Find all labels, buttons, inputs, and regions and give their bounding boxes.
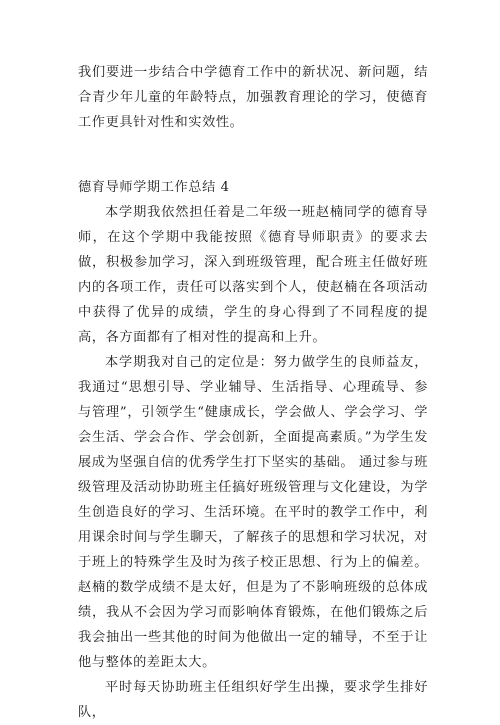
document-body [78, 60, 428, 725]
paragraph-2: 本学期我依然担任着是二年级一班赵楠同学的德育导师，在这个学期中我能按照《德育导师职责》的要求去做，积极参加学习，深入到班级管理，配合班主任做好班内的各项工作，责任可以落实到个人，使赵楠在各项活动中获得了优异的成绩，学生的身心得到了不同程度的提高，各方面都有了相对性的提高和上升。 [78, 205, 428, 345]
paragraph-4: 平时每天协助班主任组织好学生出操，要求学生排好队， [78, 680, 428, 720]
section-title: 德育导师学期工作总结 4 [78, 180, 230, 195]
intro-paragraph: 我们要进一步结合中学德育工作中的新状况、新问题，结合青少年儿童的年龄特点，加强教育理论的学习，使德育工作更具针对性和实效性。 [78, 65, 428, 130]
paragraph-3: 本学期我对自己的定位是：努力做学生的良师益友，我通过“思想引导、学业辅导、生活指导、心理疏导、参与管理”，引领学生“健康成长，学会做人、学会学习、学会生活、学会合作、学会创新，全面提高素质。”为学生发展成为坚强自信的优秀学生打下坚实的基础。 通过参与班级管理及活动协助班主任搞好班级管理与文化建设，为学生创造良好的学习、生活环境。在平时的教学工作中，利用课余时间与学生聊天，了解孩子的思想和学习状况，对于班上的特殊学生及时为孩子校正思想、行为上的偏差。赵楠的数学成绩不是太好，但是为了不影响班级的总体成绩，我从不会因为学习而影响体育锻炼，在他们锻炼之后我会抽出一些其他的时间为他做出一定的辅导，不至于让他与整体的差距太大。 [78, 355, 428, 670]
